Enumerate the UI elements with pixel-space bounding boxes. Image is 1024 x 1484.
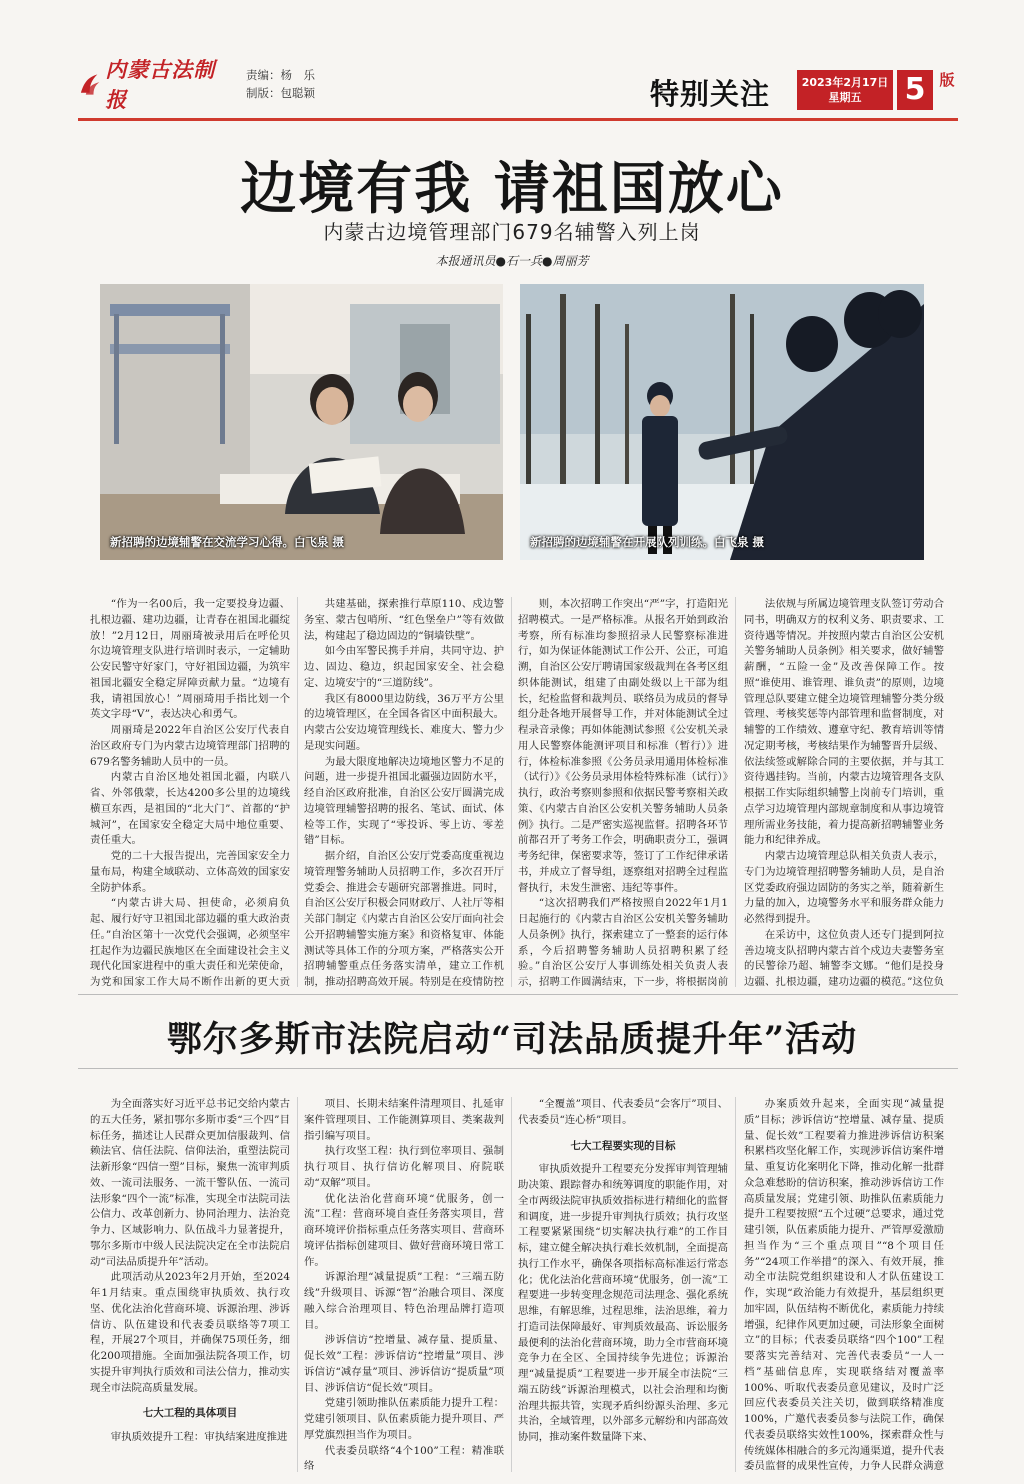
article2-column [90,1097,290,1472]
subheading: 七大工程的具体项目 [142,1407,238,1420]
paragraph: 此项活动从2023年2月开始，至2024年1月结束。重点围绕审执质效、执行攻坚、优化法治化营商环境、诉源治理、涉诉信访、队伍建设和代表委员联络等7项工程，开展27个项目，并确保75项任务，细化200项措施。全面加强法院各项工作，切实提升审判执行质效和司法公信力，推动实现全市法院高质量发展。 [90,1271,290,1394]
paragraph: 党的二十大报告提出，完善国家安全力量布局，构建全域联动、立体高效的国家安全防护体系。 [90,850,290,894]
editor-credit: 责编：杨 乐 [246,68,315,82]
staff-credits [246,66,315,102]
paragraph: 为全面落实好习近平总书记交给内蒙古的五大任务，紧扣鄂尔多斯市委“三个四”目标任务，描述让人民群众更加信服裁判、信赖法官、信任法院、信仰法治，重塑法院司法新形象“四信一塑”目标，聚焦一流审判质效、一流司法服务、一流干警队伍、一流司法形象“四个一流”标准，实现全市法院司法公信力、改革创新力、协同治理力、法治竞争力、区域影响力、队伍战斗力显著提升，鄂尔多斯市中级人民法院决定在全市法院启动“司法品质提升年”活动。 [90,1098,290,1268]
producer-credit: 制版：包聪颖 [246,86,315,100]
article2-title: 鄂尔多斯市法院启动“司法品质提升年”活动 [166,1019,858,1060]
paragraph: 周丽琦是2022年自治区公安厅代表自治区政府专门为内蒙古边境管理部门招聘的679名警务辅助人员中的一员。 [90,724,290,768]
paragraph: 办案质效升起来，全面实现“减量提质”目标；涉诉信访“控增量、减存量、提质量、促长效”工程要着力推进涉诉信访积案积累档攻坚化解工作，实现涉诉信访案件增量、重复访化案明化下降，推动化解一批群众急难愁盼的信访积案，推动涉诉信访工作高质量发展；党建引领、助推队伍素质能力提升工程要按照“五个过硬”总要求，通过党建引领，队伍素质能力提升、严管厚爱激励担当作为“三个重点项目”“8个项目任务”“24项工作举措”的深入、有效开展，推动全市法院党组织建设和人才队伍建设工作，实现“政治能力有效提升，基层组织更加牢固，队伍结构不断优化，素质能力持续增强，纪律作风更加过硬，司法形象全面树立”的目标；代表委员联络“四个100”工程要落实完善结对、完善代表委员“一人一档”基础信息库，实现联络结对覆盖率100%、听取代表委员意见建议，及时广泛回应代表委员关注关切，做到联络精准度100%，广邀代表委员参与法院工作，确保代表委员联络实效性100%，探索群众性与传统媒体相融合的多元沟通渠道，提升代表委员监督的成果性宣传，力争人民群众满意 [744,1098,944,1472]
column-divider [735,597,736,987]
photo1-caption: 新招聘的边境辅警在交流学习心得。白飞泉 摄 [110,535,345,549]
column-divider [511,1097,512,1472]
paragraph: 涉诉信访“控增量、减存量、提质量、促长效”工程：涉诉信访“控增量”项目、涉诉信访“减存量”项目、涉诉信访“提质量”项目、涉诉信访“促长效”项目。 [304,1334,504,1394]
paragraph: 则，本次招聘工作突出“严”字，打造阳光招聘模式。一是严格标准。从报名开始到政治考察，所有标准均参照招录人民警察标准进行，如为保证体能测试工作公开、公正，可追溯，自治区公安厅聘请国家级裁判在各考区组织体能测试，组建了由副处级以上干部为组长，纪检监督和裁判员、联络员为成员的督导组分赴各地开展督导工作，并对体能测试全过程录音录像；再如体能测试参照《公安机关录用人民警察体能测评项目和标准（暂行）》进行，体检标准参照《公务员录用通用体检标准（试行）》《公务员录用体检特殊标准（试行）》执行，政治考察则参照和依据民警考察相关政策、《内蒙古自治区公安机关警务辅助人员条例》执行。二是严密实巡视监督。招聘各环节前都召开了考务工作会，明确职责分工，强调考务纪律，保密要求等，签订了工作纪律承诺书，并成立了督导组，逐察组对招聘全过程监督执行，未发生泄密、违纪等事件。 [518,598,728,894]
photo-training-illustration [520,284,924,560]
subheading: 七大工程要实现的目标 [570,1139,676,1152]
issue-weekday: 星期五 [828,91,862,104]
paragraph: 共建基础，探索推行草原110、戍边警务室、蒙古包哨所、“红色堡垒户”等有效做法，构建起了稳边固边的“铜墙铁壁”。 [304,598,504,642]
section-divider [78,1068,958,1069]
article1-column [518,597,728,987]
paragraph: 代表委员联络“4个100”工程：精准联络 [304,1444,504,1472]
paragraph: 审执质效提升工程：审执结案进度推进 [110,1431,288,1443]
paragraph: “作为一名00后，我一定要投身边疆、扎根边疆、建功边疆，让青春在祖国北疆绽放！”2月12日，周丽琦被录用后在呼伦贝尔边境管理支队进行培训时表示，一定辅助公安民警守好家门，守好祖国边疆，为筑牢祖国北疆安全稳定屏障贡献力量。“边境有我，请祖国放心！”周丽琦用手指比划一个英文字母“V”，表达决心和勇气。 [90,598,290,721]
photo2-caption: 新招聘的边境辅警在开展队列训练。白飞泉 摄 [530,535,765,549]
paragraph: 优化法治化营商环境“优服务，创一流”工程：营商环境自查任务落实项目，营商环境评价指标重点任务落实项目、营商环境评估指标创建项目、做好营商环境日常工作。 [304,1192,504,1268]
paragraph: 为最大限度地解决边境地区警力不足的问题，进一步提升祖国北疆强边固防水平，经自治区政府批准，自治区公安厅圆满完成边境管理辅警招聘的报名、笔试、面试、体检等工作，实现了“零投诉、零上访、零差错”目标。 [304,755,504,847]
newspaper-emblem-icon [78,71,101,97]
article1-title: 边境有我 请祖国放心 [240,156,784,222]
paragraph: “内蒙古讲大局、担使命，必须肩负起、履行好守卫祖国北部边疆的重大政治责任。”自治区第十一次党代会强调，必须坚牢扛起作为边疆民族地区在全面建设社会主义现代化国家进程中的重大责任和光荣使命，为党和国家工作大局不断作出新的更大贡 [90,897,290,987]
article2-column [744,1097,944,1472]
paragraph: 据介绍，自治区公安厅党委高度重视边境管理警务辅助人员招聘工作，多次召开厅党委会、推进会专题研究部署推进。同时，自治区公安厅积极会同财政厅、人社厅等相关部门制定《内蒙古自治区公安厅面向社会公开招聘辅警实施方案》和资格复审、体能测试等具体工作的分项方案，严格落实公开招聘辅警重点任务落实清单，建立工作机制，推动招聘高效开展。特别是在疫情防控 [304,850,504,987]
issue-date-box [797,70,893,110]
column-divider [297,597,298,987]
article1-column [744,597,944,987]
paragraph: 法依规与所属边境管理支队签订劳动合同书，明确双方的权利义务、职责要求、工资待遇等情况。并按照内蒙古自治区公安机关警务辅助人员条例》相关要求，做好辅警薪酬，“五险一金”及改善保障工作。按照“谁使用、谁管理、谁负责”的原则，边境管理总队要建立健全边境管理辅警分类分级管理、考核奖惩等内部管理和监督制度，对辅警的工作绩效、遵章守纪、教育培训等情况定期考核，考核结果作为辅警晋升层级、依法续签或解除合同的主要依据，并与其工资待遇挂钩。当前，内蒙古边境管理各支队根据工作实际组织辅警上岗前专门培训，重点学习边境管理内部规章制度和从事边境管理所需业务技能，着力提高新招聘辅警业务能力和纪律养成。 [744,598,944,847]
paragraph: “全覆盖”项目、代表委员“会客厅”项目、代表委员“连心桥”项目。 [518,1098,728,1126]
photo-queue-training [520,284,924,560]
column-divider [297,1097,298,1472]
article2-column [518,1097,728,1472]
section-divider [78,994,958,995]
article1-subtitle: 内蒙古边境管理部门679名辅警入列上岗 [323,220,701,244]
issue-date: 2023年2月17日 [801,76,889,89]
paragraph: 党建引领助推队伍素质能力提升工程：党建引领项目、队伍素质能力提升项目、严厚党旗烈担当作为项目。 [304,1397,504,1441]
article1-column [90,597,290,987]
column-divider [511,597,512,987]
paragraph: 内蒙古边境管理总队相关负责人表示，专门为边境管理招聘警务辅助人员，是自治区党委政府强边固防的务实之举，随着新生力量的加入，边境警务水平和服务群众能力必然得到提升。 [744,850,944,925]
masthead-rule [78,118,958,121]
photo-dormitory-illustration [100,284,503,560]
photo-dormitory-study [100,284,503,560]
paragraph: 内蒙古自治区地处祖国北疆，内联八省、外邻俄蒙，长达4200多公里的边境线横亘东西，是祖国的“北大门”、首都的“护城河”，在国家安全稳定大局中地位重要、责任重大。 [90,771,290,847]
section-title: 特别关注 [650,77,771,111]
newspaper-name: 内蒙古法制报 [105,58,216,112]
column-divider [735,1097,736,1472]
article2-column [304,1097,504,1472]
paragraph: 诉源治理“减量提质”工程：“三端五防线”升级项目、诉源“智”治融合项目、深度融入综合治理项目、特色治理品牌打造项目。 [304,1271,504,1331]
paragraph: “这次招聘我们严格按照自2022年1月1日起施行的《内蒙古自治区公安机关警务辅助人员条例》执行，探索建立了一整套的运行体系，今后招聘警务辅助人员招聘积累了经验。”自治区公安厅人事训练处相关负责人表示，招聘工作圆满结束，下一步，将根据岗前 [518,897,728,987]
paragraph: 我区有8000里边防线，36万平方公里的边境管理区，在全国各省区中面积最大。内蒙古公安边境管理线长、难度大、警力少是现实问题。 [304,692,504,752]
article1-byline: 本报通讯员●石一兵●周丽芳 [435,254,589,268]
paragraph: 项目、长期未结案件清理项目、扎延审案件管理项目、工作能测算项目、类案裁判指引编写项目。 [304,1098,504,1142]
paragraph: 审执质效提升工程要充分发挥审判管理辅助决策、跟踪督办和统筹调度的职能作用，对全市两级法院审执质效指标进行精细化的监督和调度，进一步提升审判执行质效；执行攻坚工程要紧紧围绕“切实解决执行难”的工作目标，建立健全解决执行难长效机制，全面提高执行工作水平，确保各项指标高标准运行常态化；优化法治化营商环境“优服务，创一流”工程要进一步转变理念规范司法理念、强化系统思维，有解思维，过程思维，法治思维，着力打造司法保障最好、审判质效最高、诉讼服务最便利的法治化营商环境，助力全市营商环境竞争力在全区、全国持续争先进位；诉源治理“减量提质”工程要进一步开展全市法院“三端五防线”诉源治理模式，以社会治理和均衡治理共振共管，实现矛盾纠纷源头治理、多元共治，全域管理，以外部多元解纷和内部高效协同，推动案件数量降下来、 [518,1163,728,1443]
paragraph: 如今由军警民携手并肩，共同守边、护边、固边、稳边，织起国家安全、社会稳定、边境安宁的“三道防线”。 [304,645,504,689]
newspaper-logo [78,58,233,112]
page-suffix: 版 [939,71,955,89]
article1-column [304,597,504,987]
page-number: 5 [897,70,933,110]
paragraph: 执行攻坚工程：执行到位率项目、强制执行项目、执行信访化解项目、府院联动“双解”项目。 [304,1145,504,1189]
paragraph: 在采访中，这位负责人还专门提到阿拉善边境支队招聘内蒙古首个戍边夫妻警务室的民警徐乃超、辅警李文娜。“他们是投身边疆、扎根边疆，建功边疆的模范。”这位负 [744,928,944,987]
